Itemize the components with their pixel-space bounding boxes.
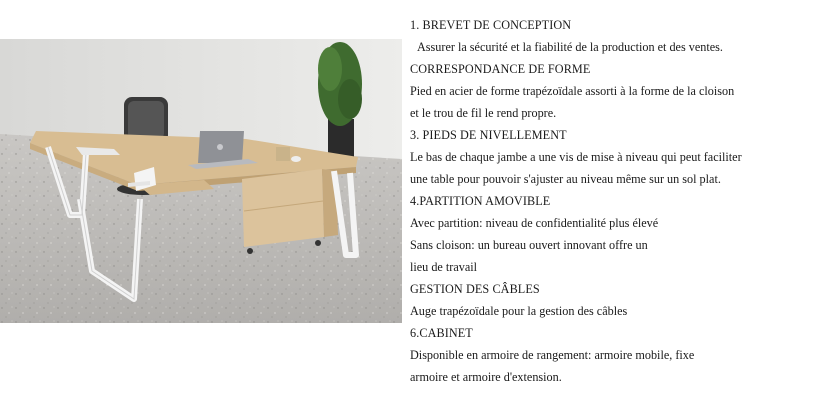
pen-holder bbox=[276, 147, 290, 161]
feature-text: armoire et armoire d'extension. bbox=[410, 370, 562, 384]
feature-text: Le bas de chaque jambe a une vis de mise à niveau qui peut faciliter bbox=[410, 150, 742, 164]
feature-text: Avec partition: niveau de confidentialité plus élevé bbox=[410, 216, 659, 230]
feature-list bbox=[410, 14, 820, 388]
product-photo bbox=[0, 39, 402, 323]
feature-text: et le trou de fil le rend propre. bbox=[410, 106, 557, 120]
feature-text: lieu de travail bbox=[410, 260, 478, 274]
feature-heading-design-patent: 1. BREVET DE CONCEPTION bbox=[410, 18, 572, 32]
feature-text: Disponible en armoire de rangement: armoire mobile, fixe bbox=[410, 348, 695, 362]
feature-text: Pied en acier de forme trapézoïdale assorti à la forme de la cloison bbox=[410, 84, 735, 98]
feature-heading-cabinet: 6.CABINET bbox=[410, 326, 473, 340]
feature-text: Auge trapézoïdale pour la gestion des câbles bbox=[410, 304, 628, 318]
feature-text: une table pour pouvoir s'ajuster au niveau même sur un sol plat. bbox=[410, 172, 721, 186]
feature-heading-shape-matching: CORRESPONDANCE DE FORME bbox=[410, 62, 591, 76]
feature-heading-cable-management: GESTION DES CÂBLES bbox=[410, 282, 540, 296]
desk-illustration bbox=[0, 39, 402, 323]
feature-heading-removable-partition: 4.PARTITION AMOVIBLE bbox=[410, 194, 551, 208]
feature-heading-leveling-feet: 3. PIEDS DE NIVELLEMENT bbox=[410, 128, 567, 142]
feature-text: Assurer la sécurité et la fiabilité de la production et des ventes. bbox=[417, 40, 723, 54]
feature-text: Sans cloison: un bureau ouvert innovant offre un bbox=[410, 238, 648, 252]
